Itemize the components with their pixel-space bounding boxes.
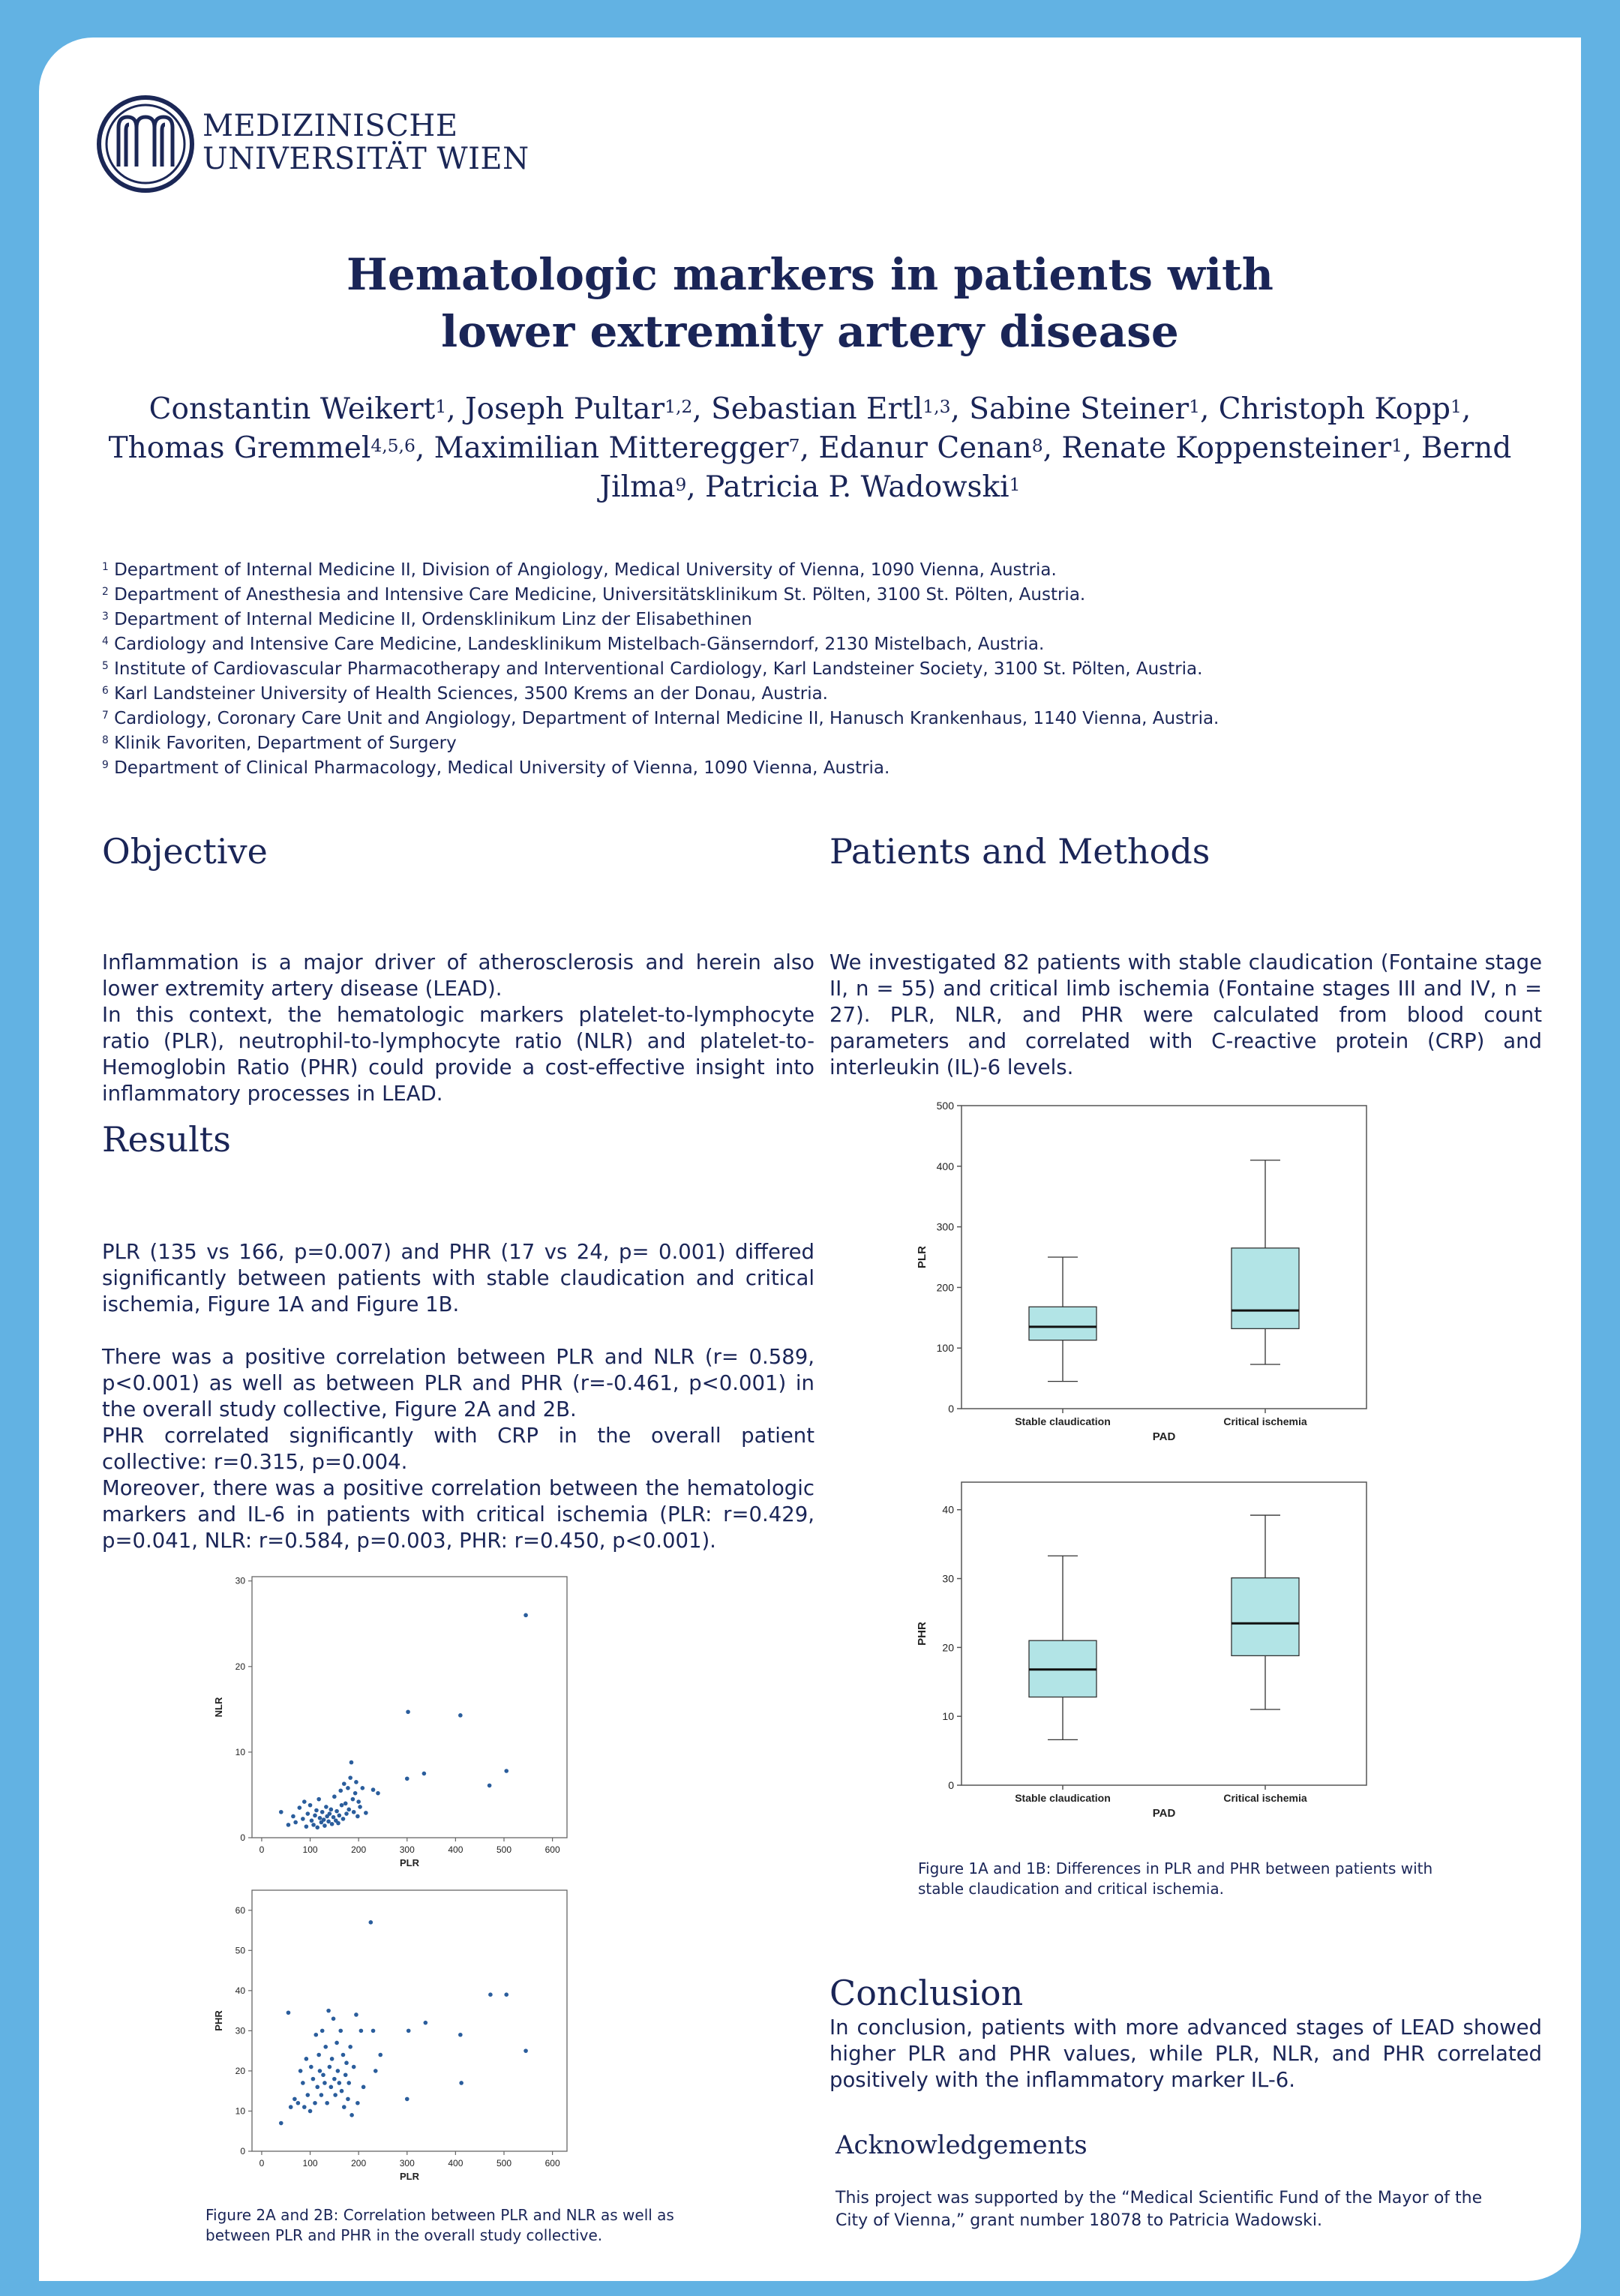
results-paragraph-4: Moreover, there was a positive correlation between the hematologic markers and IL-6 in patients with critical ischemia (PLR: r=0.429, p=0.041, NLR: r=0.584, p=0.003, PHR: r=0.450, p<0.001). [102, 1476, 814, 1553]
data-point [344, 1811, 349, 1816]
y-tick-label: 200 [936, 1281, 954, 1294]
objective-paragraph-1: Inflammation is a major driver of atherosclerosis and herein also lower extremity artery disease (LEAD). [102, 950, 814, 1001]
data-point [406, 2029, 411, 2033]
figure-1a [894, 1098, 1434, 1491]
data-point [316, 1797, 321, 1802]
affiliation-text: Department of Anesthesia and Intensive Care Medicine, Universitätsklinikum St. Pölten, 3100 St. Pölten, Austria. [108, 585, 1086, 605]
affiliation-list [102, 558, 1219, 781]
data-point [344, 2072, 348, 2077]
y-axis-label: NLR [213, 1697, 224, 1718]
author-affiliation-marker: 1,2 [664, 396, 693, 417]
data-point [378, 2053, 382, 2057]
data-point [333, 2093, 338, 2097]
data-point [332, 1815, 336, 1820]
acknowledgements-paragraph: This project was supported by the “Medical Scientific Fund of the Mayor of the City of Vienna,” grant number 18078 to Patricia Wadowski. [836, 2189, 1483, 2230]
y-tick-label: 0 [948, 1779, 954, 1791]
author-name: Thomas Gremmel$^{4,5,6}$ [108, 431, 416, 465]
author-name: Bernd Jilma$^9$ [599, 431, 1512, 504]
author-name: Sabine Steiner$^1$ [969, 392, 1200, 426]
data-point [346, 2097, 350, 2102]
data-point [298, 2069, 303, 2073]
data-point [332, 1794, 337, 1799]
author-name: Sebastian Ertl$^{1,3}$ [711, 392, 951, 426]
objective-text [102, 950, 814, 1107]
x-tick-label: 500 [496, 1844, 512, 1855]
data-point [332, 2017, 336, 2021]
author-affiliation-marker: 1 [1450, 396, 1462, 417]
title-line-2: lower extremity artery disease [441, 306, 1179, 357]
data-point [306, 1811, 310, 1816]
data-point [293, 1820, 298, 1825]
data-point [406, 1709, 410, 1714]
data-point [524, 1613, 528, 1618]
data-point [351, 1797, 356, 1802]
x-tick-label: 100 [302, 1844, 318, 1855]
y-tick-label: 100 [936, 1342, 954, 1355]
y-tick-label: 0 [240, 1832, 245, 1843]
data-point [322, 1823, 327, 1828]
y-tick-label: 20 [942, 1641, 954, 1654]
data-point [304, 1824, 309, 1829]
x-tick-label: Critical ischemia [1223, 1792, 1307, 1804]
affiliation-text: Department of Internal Medicine II, Division of Angiology, Medical University of Vienna, 1090 Vienna, Austria. [108, 560, 1057, 580]
box-iqr [1232, 1248, 1299, 1328]
y-tick-label: 30 [235, 1575, 245, 1586]
y-tick-label: 60 [235, 1904, 245, 1916]
author-affiliation-marker: 1,3 [922, 396, 951, 417]
x-tick-label: 300 [399, 2158, 415, 2168]
data-point [324, 1805, 328, 1809]
data-point [459, 2081, 464, 2085]
data-point [336, 1821, 340, 1826]
data-point [320, 1810, 325, 1814]
x-axis-label: PLR [400, 1857, 419, 1868]
data-point [346, 1786, 350, 1790]
y-axis-label: PHR [213, 2010, 224, 2031]
x-tick-label: Critical ischemia [1223, 1415, 1307, 1427]
university-logo-text [202, 110, 530, 176]
data-point [328, 2065, 332, 2069]
data-point [488, 1992, 493, 1997]
data-point [328, 1811, 332, 1816]
figure-2-caption: Figure 2A and 2B: Correlation between PLR and NLR as well as between PLR and PHR in the overall study collective. [206, 2206, 674, 2244]
data-point [350, 2113, 354, 2117]
data-point [302, 2105, 307, 2109]
data-point [348, 2045, 352, 2049]
data-point [346, 1808, 351, 1812]
data-point [405, 1776, 410, 1781]
x-axis-label: PAD [1152, 1807, 1176, 1820]
affiliation-text: Cardiology, Coronary Care Unit and Angiology, Department of Internal Medicine II, Hanusch Krankenhaus, 1140 Vienna, Austria. [108, 709, 1220, 728]
author-name: Maximilian Mitteregger$^7$ [434, 431, 800, 465]
data-point [338, 1814, 342, 1818]
affiliation-text: Department of Internal Medicine II, Ordensklinikum Linz der Elisabethinen [108, 610, 752, 629]
poster-title [39, 246, 1581, 360]
x-tick-label: 0 [259, 1844, 265, 1855]
data-point [302, 1799, 307, 1804]
data-point [341, 1817, 346, 1821]
data-point [322, 2081, 327, 2085]
y-tick-label: 10 [942, 1710, 954, 1723]
data-point [358, 1805, 362, 1809]
x-tick-label: 600 [544, 1844, 560, 1855]
data-point [308, 1803, 313, 1808]
data-point [315, 1826, 320, 1830]
data-point [348, 1775, 352, 1780]
data-point [279, 1810, 284, 1814]
affiliation-item [102, 657, 1219, 682]
data-point [362, 2085, 366, 2090]
x-tick-label: 400 [448, 1844, 464, 1855]
author-affiliation-marker: 1 [1391, 435, 1403, 456]
data-point [316, 2053, 321, 2057]
data-point [405, 2097, 410, 2102]
x-tick-label: 500 [496, 2158, 512, 2168]
data-point [309, 2065, 314, 2069]
author-name: Constantin Weikert$^1$ [148, 392, 447, 426]
figure-2a [200, 1568, 604, 1916]
data-point [326, 1820, 331, 1824]
affiliation-text: Cardiology and Intensive Care Medicine, Landesklinikum Mistelbach-Gänserndorf, 2130 Mistelbach, Austria. [108, 635, 1045, 654]
data-point [356, 2101, 360, 2105]
methods-paragraph: We investigated 82 patients with stable claudication (Fontaine stage II, n = 55) and critical limb ischemia (Fontaine stages III and IV, n = 27). PLR, NLR, and PHR were calculated from blood count parameters and correlated with C-reactive protein (CRP) and interleukin (IL)-6 levels. [830, 950, 1542, 1079]
x-tick-label: 100 [302, 2158, 318, 2168]
x-tick-label: Stable claudication [1015, 1415, 1111, 1427]
y-tick-label: 0 [240, 2146, 245, 2156]
data-point [354, 1780, 358, 1784]
data-point [292, 2097, 297, 2102]
affiliation-item [102, 583, 1219, 608]
conclusion-heading: Conclusion [830, 1973, 1024, 2013]
data-point [524, 2048, 528, 2053]
author-list: Constantin Weikert$^1$, Joseph Pultar$^{1,2}$, Sebastian Ertl$^{1,3}$, Sabine Steiner$^1$, Christoph Kopp$^1$, Thomas Gremmel$^{4,5,6}$, Maximilian Mitteregger$^7$, Edanur Cenan$^8$, Renate Koppensteiner$^1$, Bernd Jilma$^9$, Patricia P. Wadowski$^1$ [108, 392, 1512, 504]
y-tick-label: 300 [936, 1220, 954, 1233]
affiliation-item [102, 707, 1219, 731]
y-tick-label: 20 [235, 2065, 245, 2076]
author-name: Joseph Pultar$^{1,2}$ [465, 392, 693, 426]
data-point [320, 2029, 325, 2033]
data-point [424, 2021, 428, 2025]
data-point [313, 1814, 317, 1818]
data-point [310, 1818, 314, 1823]
y-axis-label: PHR [916, 1622, 928, 1646]
methods-heading: Patients and Methods [830, 831, 1210, 872]
y-tick-label: 20 [235, 1661, 245, 1672]
affiliation-text: Karl Landsteiner University of Health Sciences, 3500 Krems an der Donau, Austria. [108, 684, 828, 704]
author-affiliation-marker: 8 [1031, 435, 1043, 456]
data-point [329, 2085, 334, 2090]
figure-2b-scatter [200, 1881, 604, 2226]
author-name: Renate Koppensteiner$^1$ [1061, 431, 1403, 465]
data-point [371, 1787, 376, 1792]
affiliation-text: Department of Clinical Pharmacology, Medical University of Vienna, 1090 Vienna, Austria. [108, 758, 890, 778]
data-point [338, 1788, 343, 1793]
data-point [313, 2101, 317, 2105]
data-point [326, 2009, 331, 2013]
x-axis-label: PAD [1152, 1430, 1176, 1443]
data-point [361, 1786, 365, 1790]
x-tick-label: 200 [351, 2158, 367, 2168]
y-tick-label: 500 [936, 1100, 954, 1112]
results-paragraph-2: There was a positive correlation between PLR and NLR (r= 0.589, p<0.001) as well as between PLR and PHR (r=-0.461, p<0.001) in the overall study collective, Figure 2A and 2B. [102, 1345, 814, 1421]
data-point [308, 2109, 313, 2114]
y-axis-label: PLR [916, 1246, 928, 1268]
data-point [336, 2069, 340, 2073]
data-point [332, 2077, 337, 2081]
x-axis-label: PLR [400, 2171, 419, 2182]
data-point [330, 2057, 334, 2061]
data-point [296, 2101, 301, 2105]
affiliation-number: 4 [102, 635, 109, 647]
author-affiliation-marker: 9 [675, 474, 687, 495]
affiliation-item [102, 731, 1219, 756]
poster-panel [39, 38, 1581, 2281]
data-point [330, 1822, 334, 1826]
data-point [301, 1817, 305, 1821]
data-point [311, 1823, 316, 1827]
data-point [344, 1802, 348, 1806]
data-point [314, 2033, 318, 2037]
acknowledgements-heading: Acknowledgements [836, 2130, 1088, 2160]
results-paragraph-3: PHR correlated significantly with CRP in the overall patient collective: r=0.315, p=0.004. [102, 1424, 814, 1474]
figure-1-caption: Figure 1A and 1B: Differences in PLR and PHR between patients with stable claudication and critical ischemia. [918, 1859, 1433, 1898]
data-point [286, 2010, 291, 2015]
data-point [342, 2105, 346, 2109]
university-logo-icon [96, 95, 195, 194]
objective-heading: Objective [102, 831, 268, 872]
data-point [301, 2081, 305, 2085]
figure-1b [894, 1475, 1434, 1868]
data-point [341, 2053, 346, 2057]
data-point [304, 2057, 309, 2061]
affiliation-item [102, 632, 1219, 657]
data-point [364, 1811, 368, 1815]
affiliation-number: 3 [102, 611, 109, 623]
author-affiliation-marker: 1 [1189, 396, 1200, 417]
figure-2a-scatter [200, 1568, 604, 1913]
data-point [320, 2093, 324, 2097]
data-point [359, 2029, 364, 2033]
box-iqr [1029, 1307, 1096, 1340]
y-tick-label: 40 [942, 1503, 954, 1516]
affiliation-number: 8 [102, 734, 109, 746]
affiliation-number: 7 [102, 710, 109, 722]
affiliation-item [102, 558, 1219, 583]
data-point [322, 1817, 326, 1822]
logo-line-1: MEDIZINISCHE [202, 109, 458, 143]
plot-frame [962, 1482, 1366, 1785]
x-tick-label: Stable claudication [1015, 1792, 1111, 1804]
x-tick-label: 600 [544, 2158, 560, 2168]
data-point [289, 2105, 293, 2109]
data-point [298, 1805, 302, 1810]
data-point [376, 1791, 380, 1796]
affiliation-number: 1 [102, 561, 109, 573]
data-point [318, 1816, 322, 1820]
figure-1a-boxplot [894, 1098, 1434, 1488]
affiliation-item [102, 682, 1219, 707]
conclusion-paragraph: In conclusion, patients with more advanced stages of LEAD showed higher PLR and PHR values, while PLR, NLR, and PHR correlated positively with the inflammatory marker IL-6. [830, 2015, 1542, 2092]
data-point [323, 2045, 328, 2049]
data-point [340, 1803, 344, 1808]
data-point [504, 1769, 508, 1773]
data-point [353, 1791, 358, 1796]
results-text [102, 1239, 814, 1554]
data-point [344, 2060, 349, 2065]
author-affiliation-marker: 7 [788, 435, 800, 456]
data-point [321, 2072, 326, 2077]
plot-frame [252, 1577, 567, 1838]
y-tick-label: 50 [235, 1945, 245, 1956]
affiliation-item [102, 756, 1219, 781]
author-affiliation-marker: 1 [435, 396, 447, 417]
box-iqr [1232, 1578, 1299, 1656]
y-tick-label: 400 [936, 1160, 954, 1172]
data-point [291, 1814, 296, 1819]
data-point [350, 1760, 354, 1765]
x-tick-label: 300 [399, 1844, 415, 1855]
x-tick-label: 400 [448, 2158, 464, 2168]
data-point [504, 1992, 508, 1997]
author-affiliation-marker: 1 [1009, 474, 1021, 495]
y-tick-label: 10 [235, 2105, 245, 2117]
data-point [325, 2101, 329, 2105]
title-line-1: Hematologic markers in patients with [346, 249, 1274, 300]
data-point [334, 2041, 339, 2045]
data-point [279, 2121, 284, 2126]
data-point [329, 1808, 334, 1812]
affiliation-number: 9 [102, 759, 109, 771]
data-point [286, 1823, 291, 1827]
results-paragraph-1: PLR (135 vs 166, p=0.007) and PHR (17 vs 24, p= 0.001) differed significantly between patients with stable claudication and critical ischemia, Figure 1A and Figure 1B. [102, 1240, 814, 1316]
y-tick-label: 40 [235, 1985, 245, 1996]
y-tick-label: 0 [948, 1403, 954, 1415]
data-point [338, 2081, 342, 2085]
data-point [315, 2085, 320, 2090]
figure-2b [200, 1881, 604, 2229]
data-point [356, 1814, 360, 1819]
author-name: Edanur Cenan$^8$ [818, 431, 1043, 465]
author-name: Christoph Kopp$^1$ [1218, 392, 1462, 426]
data-point [352, 2065, 356, 2069]
data-point [342, 1781, 346, 1786]
affiliation-number: 5 [102, 660, 109, 672]
data-point [369, 1920, 374, 1925]
data-point [356, 1799, 361, 1804]
data-point [314, 1808, 319, 1813]
plot-frame [252, 1890, 567, 2151]
data-point [346, 2081, 351, 2085]
data-point [334, 1809, 339, 1814]
affiliation-number: 6 [102, 685, 109, 697]
data-point [306, 2093, 310, 2097]
affiliation-text: Klinik Favoriten, Department of Surgery [108, 734, 457, 753]
y-tick-label: 30 [942, 1572, 954, 1585]
affiliation-number: 2 [102, 586, 109, 598]
data-point [371, 2029, 376, 2033]
data-point [352, 1810, 356, 1814]
data-point [374, 2069, 378, 2073]
figure-1b-boxplot [894, 1475, 1434, 1865]
y-tick-label: 30 [235, 2025, 245, 2036]
data-point [458, 2033, 463, 2037]
x-tick-label: 200 [351, 1844, 367, 1855]
y-tick-label: 10 [235, 1746, 245, 1757]
x-tick-label: 0 [259, 2158, 265, 2168]
author-affiliation-marker: 4,5,6 [370, 435, 416, 456]
data-point [311, 2077, 316, 2081]
affiliation-item [102, 608, 1219, 632]
data-point [422, 1772, 427, 1776]
data-point [338, 2029, 343, 2033]
objective-paragraph-2: In this context, the hematologic markers platelet-to-lymphocyte ratio (PLR), neutrophil-to-lymphocyte ratio (NLR) and platelet-to-Hemoglobin Ratio (PHR) could provide a cost-effective insight into inflammatory processes in LEAD. [102, 1003, 814, 1106]
logo-line-2: UNIVERSITÄT WIEN [202, 142, 530, 176]
results-heading: Results [102, 1119, 231, 1160]
author-name: Patricia P. Wadowski$^1$ [705, 470, 1021, 504]
data-point [488, 1784, 492, 1788]
data-point [340, 2089, 344, 2093]
data-point [354, 2012, 358, 2017]
plot-frame [962, 1106, 1366, 1409]
data-point [458, 1713, 463, 1718]
data-point [318, 2069, 322, 2073]
affiliation-text: Institute of Cardiovascular Pharmacotherapy and Interventional Cardiology, Karl Landsteiner Society, 3100 St. Pölten, Austria. [108, 659, 1203, 679]
